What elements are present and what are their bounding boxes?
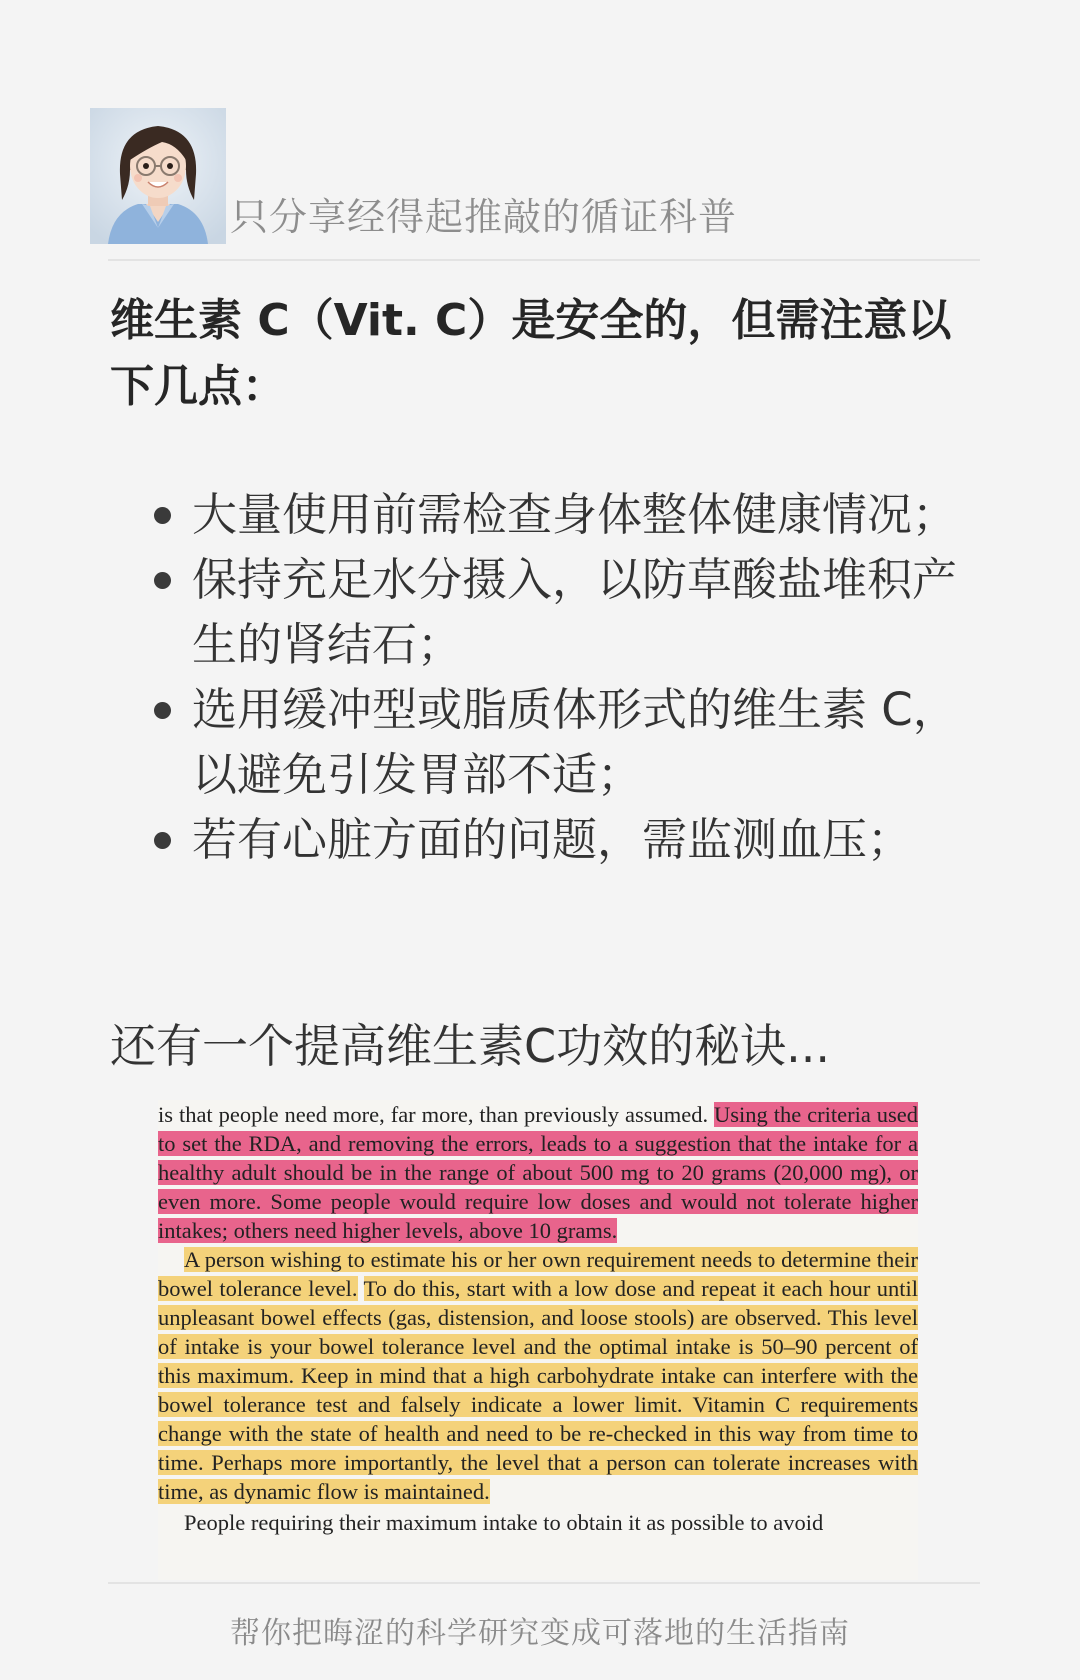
excerpt-cut-text: People requiring their maximum intake to obtain it as possible to avoid — [184, 1510, 824, 1535]
list-item — [150, 547, 970, 677]
book-excerpt-image — [158, 1100, 918, 1580]
divider — [108, 1582, 980, 1584]
tips-list — [150, 482, 970, 872]
bullet-icon — [154, 832, 171, 849]
excerpt-paragraph-1 — [158, 1100, 918, 1245]
excerpt-highlight-pink: Using the criteria used to set the RDA, and removing the errors, leads to a suggestion that the intake for a healthy adult should be in the range of about 500 mg to 20 grams (20,000 mg), or even more. Some people would require low doses and would not tolerate higher intakes; others need higher levels, above 10 grams. — [158, 1102, 919, 1243]
section-subheading: 还有一个提高维生素C功效的秘诀... — [110, 1019, 830, 1073]
footer-slogan: 帮你把晦涩的科学研究变成可落地的生活指南 — [230, 1616, 850, 1651]
tip-text: 保持充足水分摄入，以防草酸盐堆积产生的肾结石； — [192, 553, 958, 671]
cartoon-woman-avatar-icon — [90, 108, 226, 244]
tip-text: 选用缓冲型或脂质体形式的维生素 C，以避免引发胃部不适； — [192, 683, 958, 801]
tagline: 只分享经得起推敲的循证科普 — [230, 195, 738, 239]
list-item — [150, 807, 970, 872]
avatar[interactable] — [90, 108, 226, 244]
bullet-icon — [154, 572, 171, 589]
tip-text: 大量使用前需检查身体整体健康情况； — [192, 488, 958, 541]
excerpt-highlight-yellow: A person wishing to estimate his or her own requirement needs to determine their bowel tolerance level. — [158, 1247, 918, 1301]
excerpt-plain-text: is that people need more, far more, than previously assumed. — [158, 1102, 715, 1127]
header — [0, 0, 1080, 262]
page-title-line-2: 下几点： — [110, 361, 286, 412]
bullet-icon — [154, 507, 171, 524]
bullet-icon — [154, 702, 171, 719]
list-item — [150, 677, 970, 807]
tip-text: 若有心脏方面的问题，需监测血压； — [192, 813, 913, 866]
excerpt-cut-line — [158, 1508, 918, 1535]
divider — [108, 259, 980, 261]
page-title — [110, 288, 990, 420]
list-item — [150, 482, 970, 547]
excerpt-highlight-yellow: To do this, start with a low dose and repeat it each hour until unpleasant bowel effects (gas, distension, and loose stools) are observed. This level of intake is your bowel tolerance level and the optimal intake is 50–90 percent of this maximum. Keep in mind that a high carbohydrate intake can interfere with the bowel tolerance test and falsely indicate a lower limit. Vitamin C requirements change with the state of health and need to be re-checked in this way from time to time. Perhaps more importantly, the level that a person can tolerate increases with time, as dynamic flow is maintained. — [158, 1276, 918, 1504]
page-title-line-1: 维生素 C（Vit. C）是安全的，但需注意以 — [110, 295, 952, 346]
excerpt-paragraph-2 — [158, 1245, 918, 1506]
